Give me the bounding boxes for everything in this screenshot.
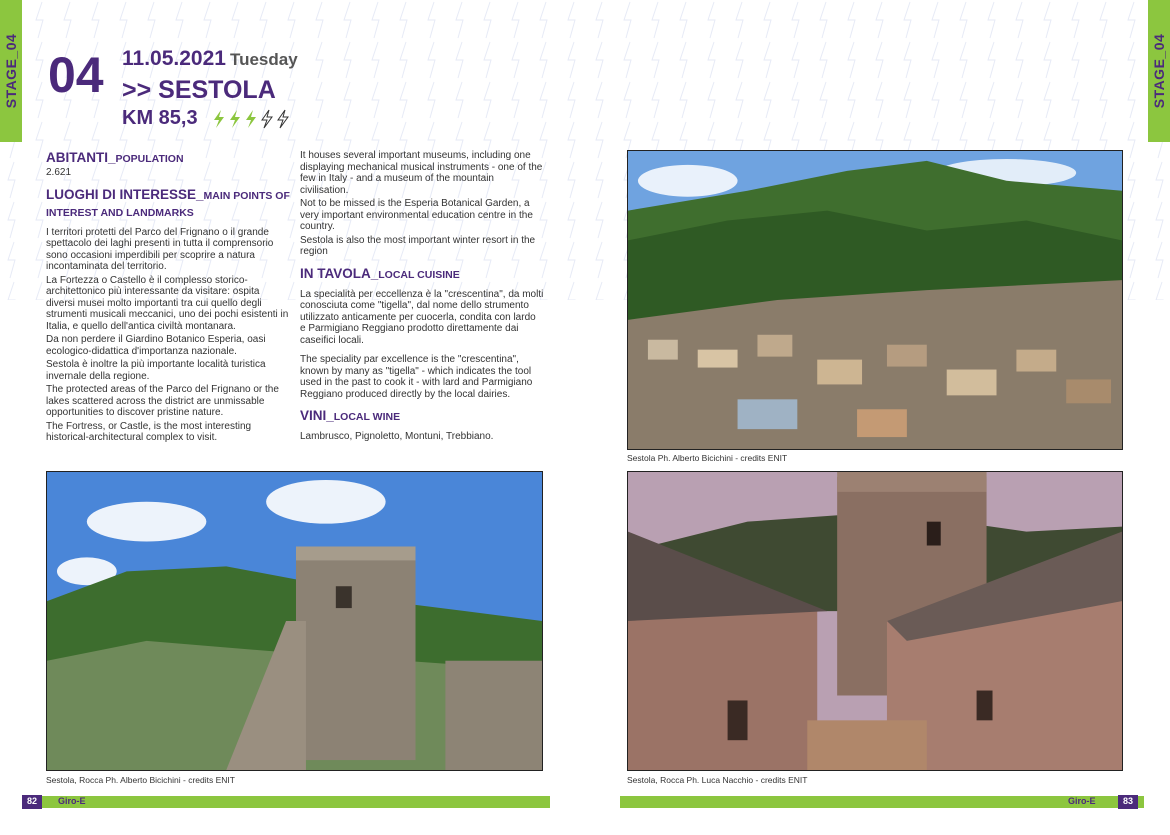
brand-right: Giro-E (1068, 796, 1096, 806)
cuisine-en: The speciality par excellence is the "crescentina", known by many as "tigella" - which indicates the tool used in the past to cook it - with lard and Parmigiano Reggiano produced directly by the local dairies. (300, 354, 533, 400)
interest-en-4: Not to be missed is the Esperia Botanical Garden, a very important environmental education centre in the country. (300, 198, 533, 232)
bolt-filled-icon (212, 109, 226, 129)
interest-it-3: Da non perdere il Giardino Botanico Esperia, oasi ecologico-didattica d'importanza nazionale. (46, 334, 266, 357)
stage-number: 04 (48, 47, 104, 103)
interest-en-1: The protected areas of the Parco del Frignano or the lakes scattered across the district are unmissable opportunities to discover pristine nature. (46, 384, 279, 418)
photo-rocca-tower (46, 471, 543, 771)
wine-value: Lambrusco, Pignoletto, Montuni, Trebbiano. (300, 431, 494, 442)
photo-sestola-town (627, 150, 1123, 450)
interest-it-4: Sestola è inoltre la più importante località turistica invernale della regione. (46, 359, 266, 382)
interest-en-2: The Fortress, or Castle, is the most interesting historical-architectural complex to visit. (46, 420, 252, 443)
bolt-filled-icon (228, 109, 242, 129)
interest-heading: LUOGHI DI INTERESSE_MAIN POINTS OF INTEREST AND LANDMARKS (46, 186, 290, 219)
stage-distance: KM 85,3 (122, 107, 290, 130)
cuisine-it: La specialità per eccellenza è la "crescentina", da molti conosciuta come "tigella", dal nome dello strumento utilizzato anticamente per cuocerla, condita con lardo e Parmigiano Reggiano prodotto direttamente dai caseifici locali. (300, 288, 544, 346)
stage-date: 11.05.2021 Tuesday (122, 47, 298, 70)
population-heading: ABITANTI_POPULATION (46, 150, 184, 165)
bolt-empty-icon (276, 109, 290, 129)
wine-heading: VINI_LOCAL WINE (300, 408, 401, 423)
stage-tab-right: STAGE_04 (1148, 0, 1170, 142)
interest-en-3: It houses several important museums, including one displaying mechanical musical instruments - one of the few in Italy - and a museum of the mountain civilisation. (300, 150, 543, 196)
brand-left: Giro-E (58, 796, 86, 806)
text-column-left (46, 150, 290, 446)
page-number-left: 82 (22, 795, 42, 809)
footer-bar-right (620, 796, 1144, 808)
cuisine-heading: IN TAVOLA_LOCAL CUISINE (300, 265, 460, 281)
difficulty-rating (212, 109, 290, 129)
footer-bar-left (22, 796, 550, 808)
interest-it-2: La Fortezza o Castello è il complesso storico-architettonico più interessante da visitare: ospita diversi musei molto importanti tra cui quello degli strumenti musicali meccanici, uno dei pochi esistenti in Italia, e quello dell'antica civiltà montanara. (46, 274, 289, 332)
population-value: 2.621 (46, 167, 72, 178)
interest-en-5: Sestola is also the most important winter resort in the region (300, 234, 536, 257)
bolt-empty-icon (260, 109, 274, 129)
page-number-right: 83 (1118, 795, 1138, 809)
stage-city: >> SESTOLA (122, 76, 276, 104)
caption-bottom-right: Sestola, Rocca Ph. Luca Nacchio - credits ENIT (627, 775, 808, 785)
text-column-right (300, 150, 544, 445)
caption-bottom-left: Sestola, Rocca Ph. Alberto Bicichini - credits ENIT (46, 775, 235, 785)
caption-top-right: Sestola Ph. Alberto Bicichini - credits ENIT (627, 453, 788, 463)
photo-rocca-courtyard (627, 471, 1123, 771)
bolt-filled-icon (244, 109, 258, 129)
interest-it-1: I territori protetti del Parco del Frignano o il grande spettacolo dei laghi presenti in tutta il comprensorio sono occasioni imperdibili per scoprire a natura incontaminata del territorio. (46, 226, 274, 272)
stage-tab-left: STAGE_04 (0, 0, 22, 142)
